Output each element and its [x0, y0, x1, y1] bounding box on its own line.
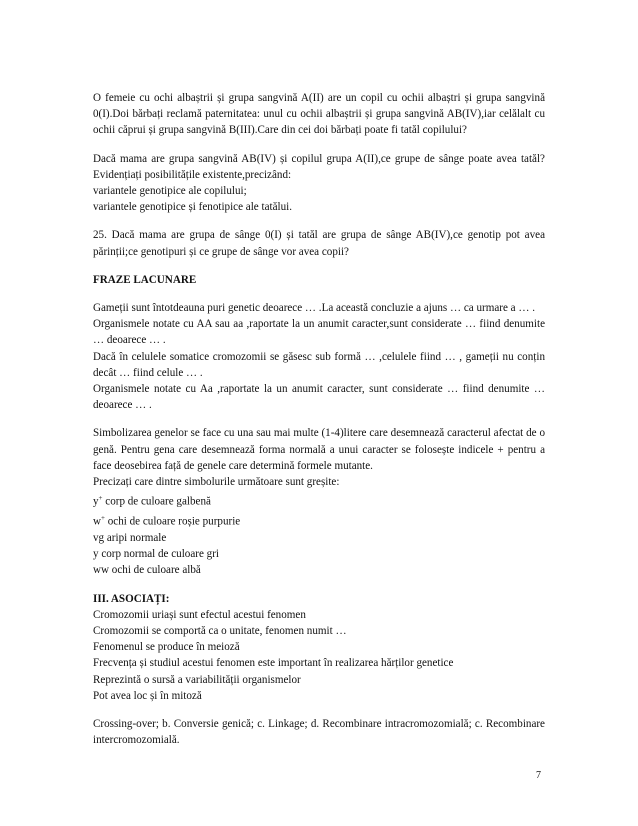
gene-symbol-item: [93, 510, 545, 530]
problem-father-blood-group: Dacă mama are grupa sangvină AB(IV) și copilul grupa A(II),ce grupe de sânge poate avea tatăl?Evidențiați posibilitățile existente,precizând:: [93, 152, 545, 181]
problem-list-line: variantele genotipice și fenotipice ale tatălui.: [93, 201, 292, 214]
gene-symbol-item: ww ochi de culoare albă: [93, 564, 201, 577]
lacunar-sentence: Dacă în celulele somatice cromozomii se găsesc sub formă … ,celulele fiind … , gameții nu conțin decât … fiind celule … .: [93, 350, 545, 379]
heading-asociati: III. ASOCIAȚI:: [93, 592, 170, 605]
lacunar-sentence: Organismele notate cu Aa ,raportate la un anumit caracter, sunt considerate … fiind denumite … deoarece … .: [93, 383, 545, 412]
gene-symbol-superscript: +: [101, 514, 105, 523]
lacunar-sentence: Organismele notate cu AA sau aa ,raportate la un anumit caracter,sunt considerate … fiind denumite … deoarece … .: [93, 318, 545, 347]
problem-paternity: O femeie cu ochi albaștrii și grupa sangvină A(II) are un copil cu ochii albaștri și grupa sangvină 0(I).Doi bărbați reclamă paternitatea: unul cu ochii albaștrii și grupa sangvină AB(IV),iar celălalt cu ochii căprui și grupa sangvină B(III).Care din cei doi bărbați poate fi tatăl copilului?: [93, 92, 545, 137]
association-item: Fenomenul se produce în meioză: [93, 641, 240, 654]
page-content: [93, 90, 545, 748]
gene-symbol-paragraph: Simbolizarea genelor se face cu una sau mai multe (1-4)litere care desemnează caracterul afectat de o genă. Pentru gena care desemnează forma normală a unui caracter se folosește indicele + pentru a face deosebirea față de genele care determină formele mutante.: [93, 427, 545, 472]
association-options: Crossing-over; b. Conversie genică; c. Linkage; d. Recombinare intracromozomială; c. Recombinare intercromozomială.: [93, 718, 545, 747]
gene-symbol-item: vg aripi normale: [93, 532, 167, 545]
association-item: Reprezintă o sursă a variabilității organismelor: [93, 673, 301, 686]
gene-symbol-item: y corp normal de culoare gri: [93, 548, 219, 561]
heading-fraze-lacunare: FRAZE LACUNARE: [93, 273, 197, 286]
gene-symbol-description: corp de culoare galbenă: [102, 495, 211, 508]
page-number: 7: [536, 770, 541, 781]
problem-list-line: variantele genotipice ale copilului;: [93, 185, 247, 198]
gene-symbol-item: [93, 490, 545, 510]
problem-25: 25. Dacă mama are grupa de sânge 0(I) și tatăl are grupa de sânge AB(IV),ce genotip pot avea părinții;ce genotipuri și ce grupe de sânge vor avea copii?: [93, 229, 545, 258]
association-item: Frecvența și studiul acestui fenomen este important în realizarea hărților genetice: [93, 657, 454, 670]
association-item: Cromozomii uriași sunt efectul acestui fenomen: [93, 608, 306, 621]
association-item: Cromozomii se comportă ca o unitate, fenomen numit …: [93, 625, 347, 638]
gene-symbol: y: [93, 495, 99, 508]
gene-symbol-superscript: +: [98, 494, 103, 503]
association-item: Pot avea loc și în mitoză: [93, 689, 202, 702]
lacunar-sentence: Gameții sunt întotdeauna puri genetic deoarece … .La această concluzie a ajuns … ca urmare a … .: [93, 302, 536, 315]
gene-symbol: w: [93, 515, 102, 528]
gene-symbol-question: Precizați care dintre simbolurile următoare sunt greșite:: [93, 476, 340, 489]
gene-symbol-description: ochi de culoare roșie purpurie: [104, 515, 241, 528]
